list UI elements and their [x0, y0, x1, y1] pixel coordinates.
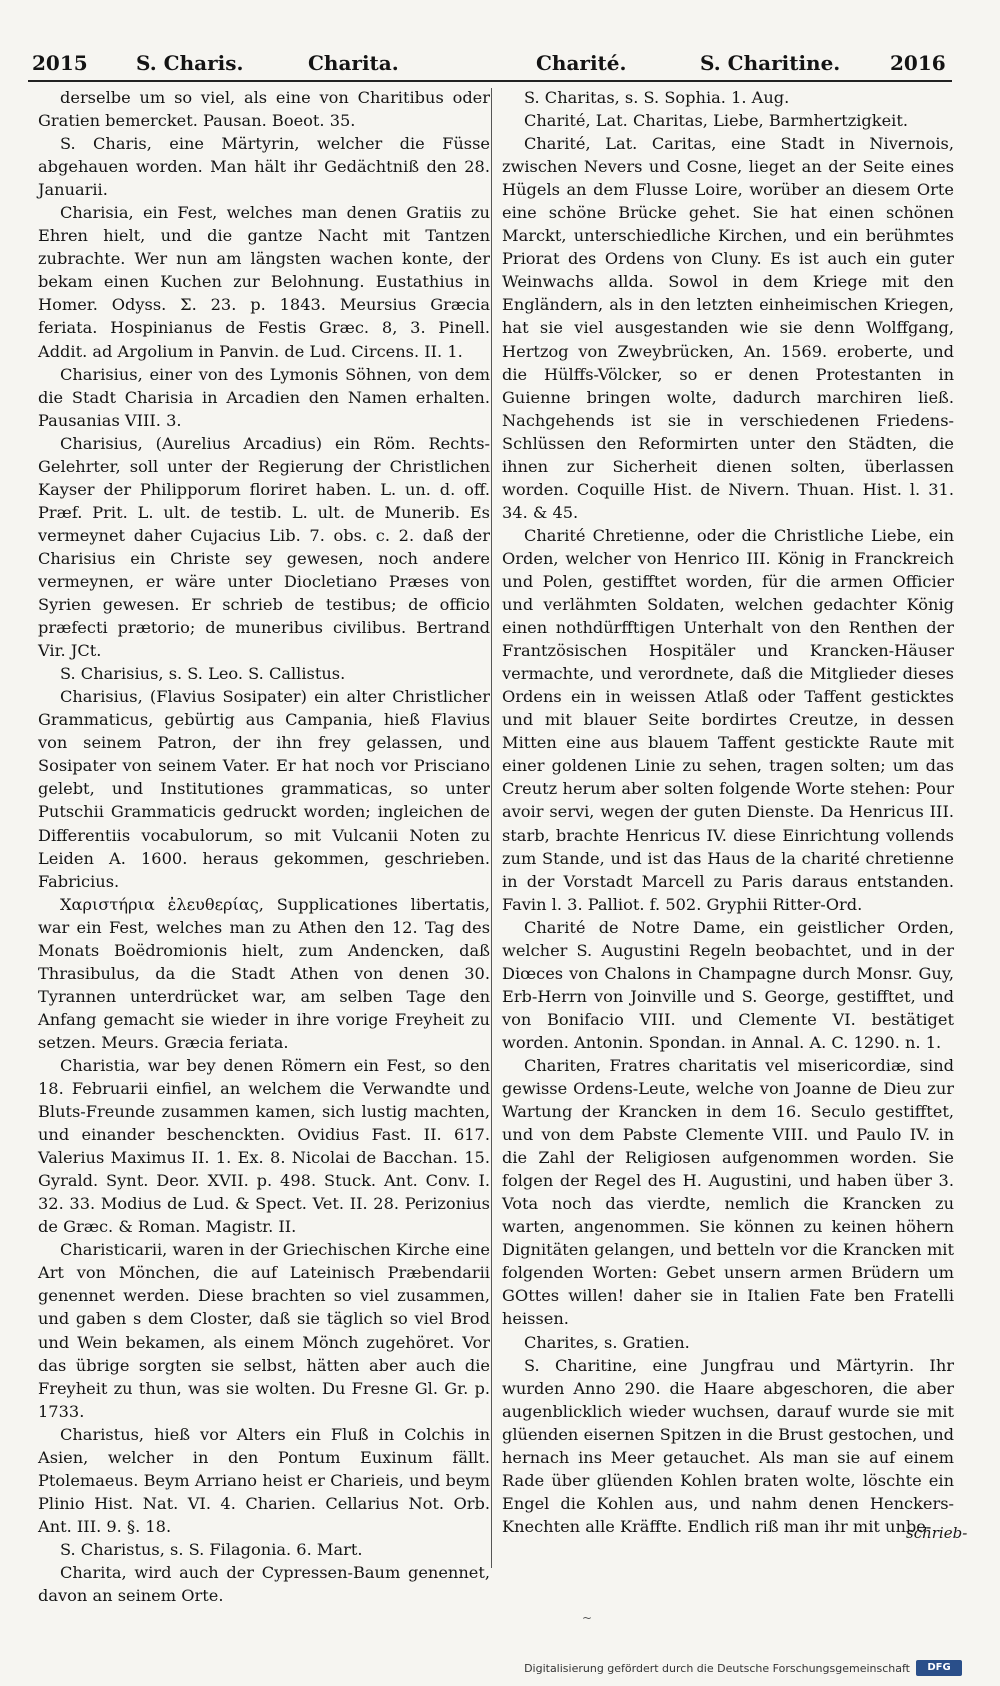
header-word-4: S. Charitine. [700, 51, 841, 75]
page-number-right: 2016 [890, 51, 946, 75]
entry-paragraph: Charité, Lat. Caritas, eine Stadt in Nivernois, zwischen Nevers und Cosne, lieget an der Seite eines Hügels an dem Flusse Loire, worüber an diesem Orte eine schöne Brücke gehet. Sie hat einen schönen Marckt, unterschiedliche Kirchen, und ein berühmtes Priorat des Ordens von Cluny. Es ist auch ein guter Weinwachs allda. Sowol in dem Kriege mit den Engländern, als in den letzten einheimischen Kriegen, hat sie viel ausgestanden wie sie denn Wolffgang, Hertzog von Zweybrücken, An. 1569. eroberte, und die Hülffs-Völcker, so er denen Protestanten in Guienne bringen wolte, dadurch marchiren ließ. Nachgehends ist sie in verschiedenen Friedens-Schlüssen den Reformirten unter den Städten, die ihnen zur Sicherheit dienen solten, überlassen worden. Coquille Hist. de Nivern. Thuan. Hist. l. 31. 34. & 45. [502, 134, 954, 522]
entry-paragraph: Charisius, einer von des Lymonis Söhnen, von dem die Stadt Charisia in Arcadien den Namen erhalten. Pausanias VIII. 3. [38, 364, 490, 430]
entry-paragraph: Charité, Lat. Charitas, Liebe, Barmhertzigkeit. [524, 111, 908, 131]
entry-paragraph: S. Charistus, s. S. Filagonia. 6. Mart. [60, 1539, 363, 1559]
digitization-credit: Digitalisierung gefördert durch die Deutsche Forschungsgemeinschaft [524, 1662, 910, 1675]
entry-paragraph: S. Charis, eine Märtyrin, welcher die Füsse abgehauen worden. Man hält ihr Gedächtniß den 28. Januarii. [38, 134, 490, 200]
entry-paragraph: Charisia, ein Fest, welches man denen Gratiis zu Ehren hielt, und die gantze Nacht mit Tantzen zubrachte. Wer nun am längsten wachen konte, der bekam einen Kuchen zur Belohnung. Eustathius in Homer. Odyss. Σ. 23. p. 1843. Meursius Græcia feriata. Hospinianus de Festis Græc. 8, 3. Pinell. Addit. ad Argolium in Panvin. de Lud. Circens. II. 1. [38, 203, 490, 361]
printer-mark: ~ [582, 1611, 593, 1625]
header-word-3: Charité. [536, 51, 627, 75]
entry-paragraph: Χαριστήρια ἐλευθερίας, Supplicationes libertatis, war ein Fest, welches man zu Athen den 12. Tag des Monats Boëdromionis hielt, zum Andencken, daß Thrasibulus, da die Stadt Athen von denen 30. Tyrannen unterdrücket war, am selben Tage den Anfang gemacht sie wieder in ihre vorige Freyheit zu setzen. Meurs. Græcia feriata. [38, 894, 490, 1052]
entry-paragraph: Charisticarii, waren in der Griechischen Kirche eine Art von Mönchen, die auf Lateinisch Præbendarii genennet werden. Diese brachten so viel zusammen, und gaben s dem Closter, daß sie täglich so viel Brod und Wein bekamen, als einem Mönch zugehöret. Vor das übrige sorgten sie selbst, hätten aber auch die Freyheit zu thun, was sie wolten. Du Fresne Gl. Gr. p. 1733. [38, 1240, 490, 1421]
entry-paragraph: Charita, wird auch der Cypressen-Baum genennet, davon an seinem Orte. [38, 1563, 490, 1606]
dfg-logo: DFG [916, 1660, 962, 1676]
entry-paragraph: Charistus, hieß vor Alters ein Fluß in Colchis in Asien, welcher in den Pontum Euxinum fällt. Ptolemaeus. Beym Arriano heist er Charieis, und beym Plinio Hist. Nat. VI. 4. Charien. Cellarius Not. Orb. Ant. III. 9. §. 18. [38, 1424, 490, 1536]
entry-paragraph: S. Charisius, s. S. Leo. S. Callistus. [60, 664, 346, 684]
entry-paragraph: Charité Chretienne, oder die Christliche Liebe, ein Orden, welcher von Henrico III. König in Franckreich und Polen, gestifftet worden, für die armen Officier und verlähmten Soldaten, welchen gedachter König einen nothdürfftigen Unterhalt von den Renthen der Frantzösischen Hospitäler und Krancken-Häuser vermachte, und verordnete, daß die Mitglieder dieses Ordens ein in weissen Atlaß oder Taffent gesticktes und mit blauer Seite bordirtes Creutze, in dessen Mitten eine aus blauem Taffent gestickte Raute mit einer goldenen Linie zu sehen, tragen solten; um das Creutz herum aber solten folgende Worte stehen: Pour avoir servi, wegen der guten Dienste. Da Henricus III. starb, brachte Henricus IV. diese Einrichtung vollends zum Stande, und ist das Haus de la charité chretienne in der Vorstadt Marcell zu Paris daraus entstanden. Favin l. 3. Palliot. f. 502. Gryphii Ritter-Ord. [502, 525, 954, 914]
header-rule [28, 80, 952, 82]
entry-paragraph: Chariten, Fratres charitatis vel misericordiæ, sind gewisse Ordens-Leute, welche von Joanne de Dieu zur Wartung der Krancken in dem 16. Seculo gestifftet, und von dem Pabste Clemente VIII. und Paulo IV. in die Zahl der Religiosen aufgenommen worden. Sie folgen der Regel des H. Augustini, und haben über 3. Vota noch das vierdte, nemlich die Krancken zu warten, angenommen. Sie können zu keinen höhern Dignitäten gelangen, und betteln vor die Krancken mit folgenden Worten: Gebet unsern armen Brüdern um GOttes willen! daher sie in Italien Fate ben Fratelli heissen. [502, 1055, 954, 1329]
entry-paragraph: derselbe um so viel, als eine von Charitibus oder Gratien bemercket. Pausan. Boeot. 35. [38, 88, 490, 131]
column-divider [491, 88, 492, 1568]
entry-paragraph: Charisius, (Aurelius Arcadius) ein Röm. Rechts-Gelehrter, soll unter der Regierung der Christlichen Kayser der Philipporum floriret haben. L. un. d. off. Præf. Prit. L. ult. de testib. L. ult. de Munerib. Es vermeynet daher Cujacius Lib. 7. obs. c. 2. daß der Charisius ein Christe sey gewesen, noch andere vermeynen, er wäre unter Diocletiano Præses von Syrien gewesen. Er schrieb de testibus; de officio præfecti prætorio; de muneribus civilibus. Bertrand Vir. JCt. [38, 433, 490, 661]
left-column [38, 86, 490, 1606]
entry-paragraph: Charisius, (Flavius Sosipater) ein alter Christlicher Grammaticus, gebürtig aus Campania, hieß Flavius von seinem Patron, der ihn frey gelassen, und Sosipater von seinem Vater. Er hat noch vor Prisciano gelebt, und Institutiones grammaticas, so unter Putschii Grammaticis gedruckt worden; ingleichen de Differentiis vocabulorum, so mit Vulcanii Noten zu Leiden A. 1600. heraus gekommen, geschrieben. Fabricius. [38, 687, 490, 891]
entry-paragraph: Charistia, war bey denen Römern ein Fest, so den 18. Februarii einfiel, an welchem die Verwandte und Bluts-Freunde zusammen kamen, sich lustig machten, und einander beschenckten. Ovidius Fast. II. 617. Valerius Maximus II. 1. Ex. 8. Nicolai de Bacchan. 15. Gyrald. Synt. Deor. XVII. p. 498. Stuck. Ant. Conv. I. 32. 33. Modius de Lud. & Spect. Vet. II. 28. Perizonius de Græc. & Roman. Magistr. II. [38, 1055, 490, 1237]
catchword: schrieb- [906, 1524, 968, 1542]
entry-paragraph: S. Charitine, eine Jungfrau und Märtyrin. Ihr wurden Anno 290. die Haare abgeschoren, die aber augenblicklich wieder wuchsen, darauf wurde sie mit glüenden eisernen Spitzen in die Brust gestochen, und hernach ins Meer getauchet. Als man sie auf einem Rade über glüenden Kohlen braten wolte, löschte ein Engel die Kohlen aus, und nahm denen Henckers-Knechten alle Kräffte. Endlich riß man ihr mit unbe- [502, 1355, 954, 1536]
header-word-1: S. Charis. [136, 51, 244, 75]
page-number-left: 2015 [32, 51, 88, 75]
entry-paragraph: S. Charitas, s. S. Sophia. 1. Aug. [524, 88, 790, 107]
entry-paragraph: Charité de Notre Dame, ein geistlicher Orden, welcher S. Augustini Regeln beobachtet, und in der Diœces von Chalons in Champagne durch Monsr. Guy, Erb-Herrn von Joinville und S. George, gestifftet, und von Bonifacio VIII. und Clemente VI. bestätiget worden. Antonin. Spondan. in Annal. A. C. 1290. n. 1. [502, 917, 954, 1052]
header-word-2: Charita. [308, 51, 399, 75]
entry-paragraph: Charites, s. Gratien. [524, 1332, 690, 1352]
